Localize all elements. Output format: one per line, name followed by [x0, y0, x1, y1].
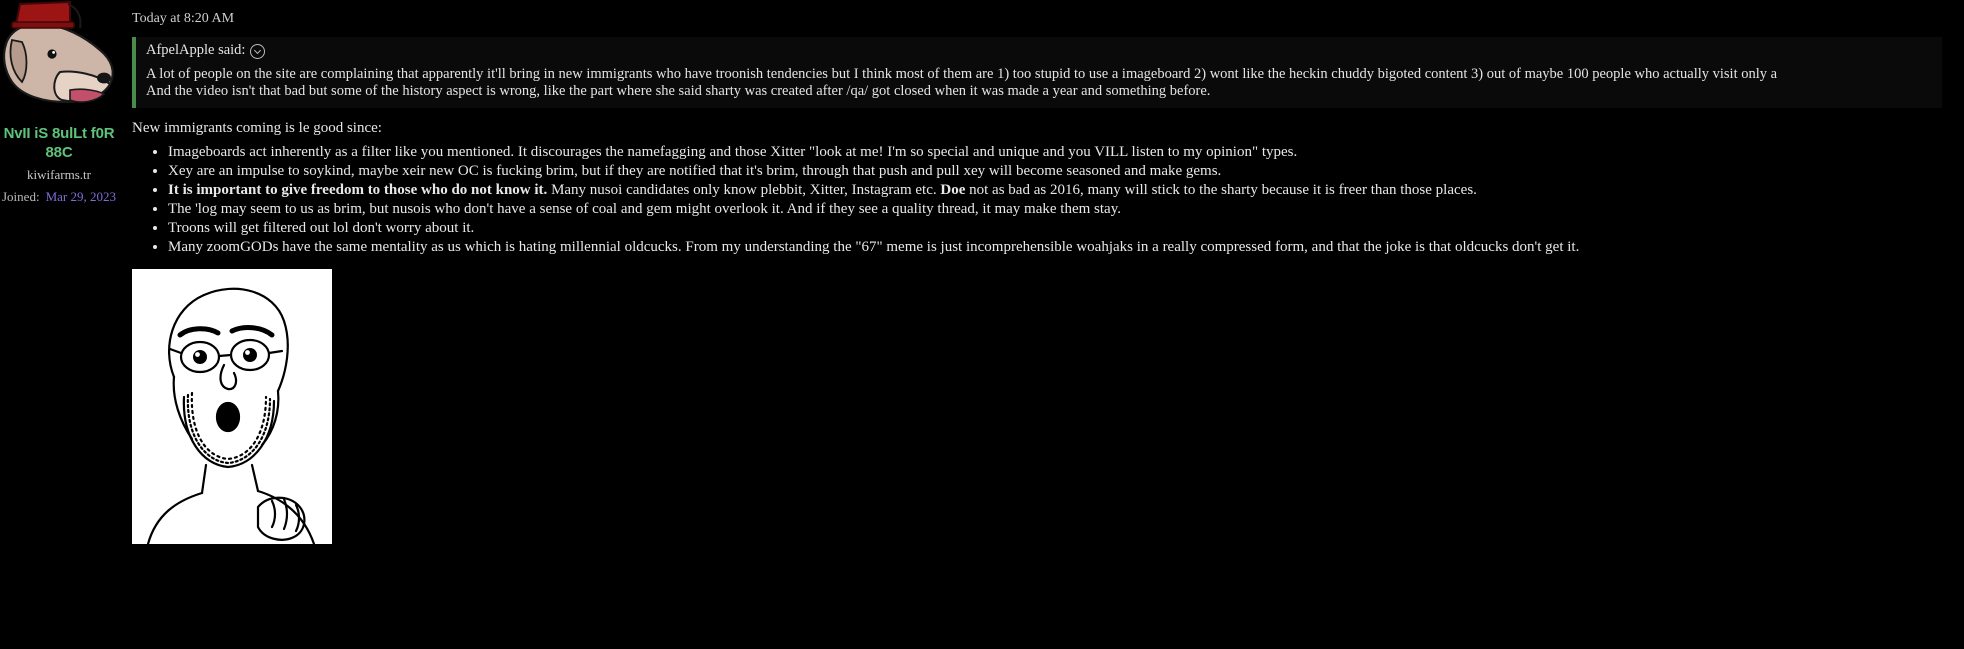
quote-body [146, 66, 1932, 100]
list-item-text: not as bad as 2016, many will stick to the sharty because it is freer than those places. [965, 182, 1477, 198]
post-user-column [0, 0, 118, 649]
post-bullet-list [132, 143, 1964, 257]
quote-header [146, 42, 1932, 59]
avatar[interactable] [0, 0, 118, 118]
quote-author-label[interactable]: AfpelApple said: [146, 42, 246, 58]
list-item-text: Imageboards act inherently as a filter like you mentioned. It discourages the namefagging and those Xitter "look at me! I'm so special and unique and you VILL listen to my opinion" types. [168, 144, 1298, 160]
list-item [168, 143, 1964, 162]
post-timestamp[interactable]: Today at 8:20 AM [132, 11, 235, 26]
joined-row [0, 189, 118, 205]
list-item-bold-text: It is important to give freedom to those who do not know it. [168, 182, 548, 198]
list-item [168, 238, 1964, 257]
list-item-text: Troons will get filtered out lol don't worry about it. [168, 220, 475, 236]
post-user-title: kiwifarms.tr [27, 167, 91, 182]
list-item [168, 200, 1964, 219]
list-item-text: Many nusoi candidates only know plebbit, Xitter, Instagram etc. [547, 182, 941, 198]
list-item [168, 162, 1964, 181]
joined-label: Joined: [2, 189, 40, 204]
dog-with-fez-avatar [0, 0, 118, 118]
post-intro-text: New immigrants coming is le good since: [132, 120, 382, 136]
list-item-text: Many zoomGODs have the same mentality as us which is hating millennial oldcucks. From my understanding the "67" meme is just incomprehensible woahjaks in a really compressed form, and that the joke is that oldcucks don't get it. [168, 239, 1580, 255]
quote-line-2: And the video isn't that bad but some of the history aspect is wrong, like the part where she said sharty was created after /qa/ got closed when it was made a year and something before. [146, 83, 1211, 99]
soyjak-wojak-image-attachment[interactable] [132, 269, 332, 544]
list-item-bold-text: Doe [940, 182, 966, 198]
post-message-column [118, 0, 1964, 649]
soyjak-drawing [132, 269, 332, 544]
blockquote [132, 37, 1942, 108]
list-item [168, 219, 1964, 238]
quote-jump-icon[interactable] [250, 44, 265, 59]
quote-line-1: A lot of people on the site are complaining that apparently it'll bring in new immigrants who have troonish tendencies but I think most of them are 1) too stupid to use a imageboard 2) wont like the heckin chuddy bigoted content 3) out of maybe 100 people who actually visit only a [146, 66, 1778, 82]
list-item [168, 181, 1964, 200]
post-username[interactable]: NvII iS 8ulLt f0R 88C [3, 125, 115, 161]
list-item-text: Xey are an impulse to soykind, maybe xeir new OC is fucking brim, but if they are notified that it's brim, through that push and pull xey will become seasoned and make gems. [168, 163, 1222, 179]
joined-date: Mar 29, 2023 [45, 189, 116, 204]
list-item-text: The 'log may seem to us as brim, but nusois who don't have a sense of coal and gem might overlook it. And if they see a quality thread, it may make them stay. [168, 201, 1121, 217]
